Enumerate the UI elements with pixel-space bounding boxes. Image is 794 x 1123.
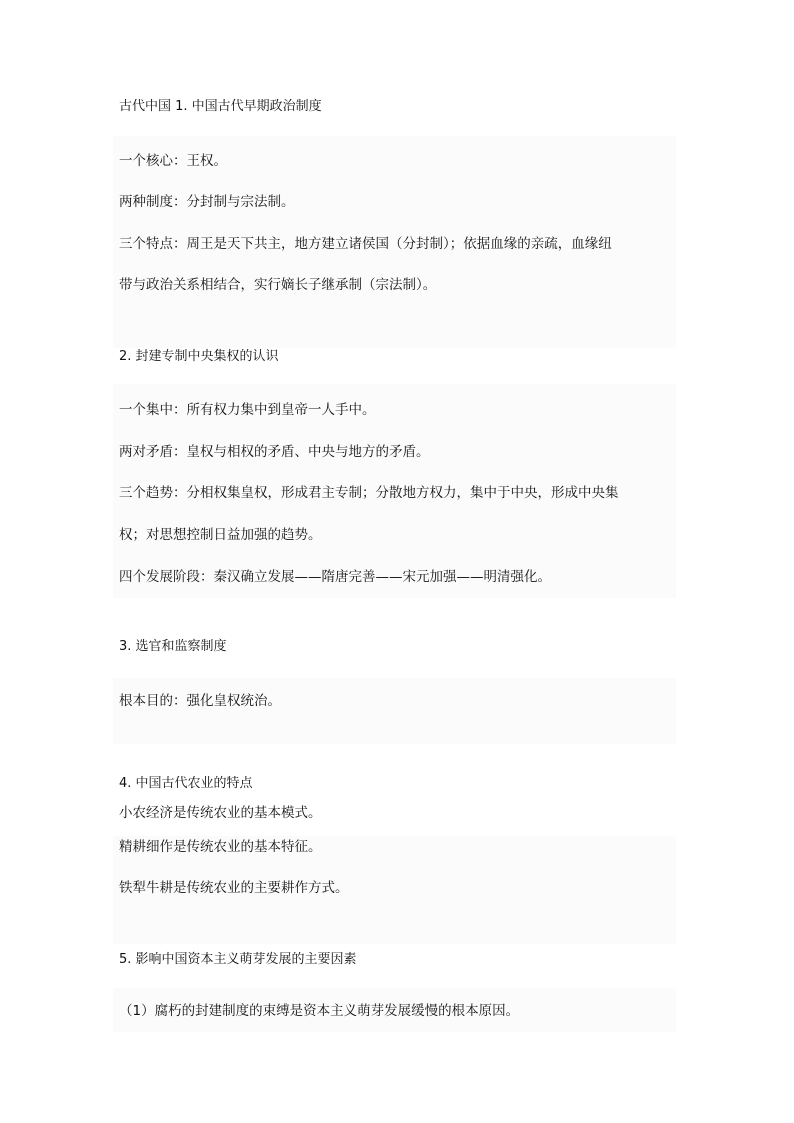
section2-point-3-cont: 权；对思想控制日益加强的趋势。 <box>119 527 322 543</box>
section2-point-3: 三个趋势：分相权集皇权，形成君主专制；分散地方权力，集中于中央，形成中央集 <box>119 485 619 501</box>
section4-point-2: 精耕细作是传统农业的基本特征。 <box>119 839 322 855</box>
section2-heading: 2. 封建专制中央集权的认识 <box>119 349 279 364</box>
section1-point-2: 两种制度：分封制与宗法制。 <box>119 194 295 210</box>
section1-point-1: 一个核心：王权。 <box>119 153 227 169</box>
section1-point-3: 三个特点：周王是天下共主，地方建立诸侯国（分封制）；依据血缘的亲疏，血缘纽 <box>119 236 612 252</box>
section4-point-3: 铁犁牛耕是传统农业的主要耕作方式。 <box>119 880 349 896</box>
section2-point-1: 一个集中：所有权力集中到皇帝一人手中。 <box>119 402 376 418</box>
section4-point-1: 小农经济是传统农业的基本模式。 <box>119 805 322 821</box>
section5-heading: 5. 影响中国资本主义萌芽发展的主要因素 <box>119 952 357 967</box>
section1-point-3-cont: 带与政治关系相结合，实行嫡长子继承制（宗法制）。 <box>119 277 437 293</box>
section4-heading: 4. 中国古代农业的特点 <box>119 776 253 791</box>
section1-heading: 古代中国 1. 中国古代早期政治制度 <box>119 99 322 114</box>
section3-heading: 3. 选官和监察制度 <box>119 639 227 654</box>
section2-point-4: 四个发展阶段：秦汉确立发展——隋唐完善——宋元加强——明清强化。 <box>119 569 551 585</box>
section2-point-2: 两对矛盾：皇权与相权的矛盾、中央与地方的矛盾。 <box>119 444 430 460</box>
paragraph-shade <box>113 678 676 744</box>
section3-point-1: 根本目的：强化皇权统治。 <box>119 693 281 709</box>
section5-point-1: （1）腐朽的封建制度的束缚是资本主义萌芽发展缓慢的根本原因。 <box>119 1003 520 1019</box>
